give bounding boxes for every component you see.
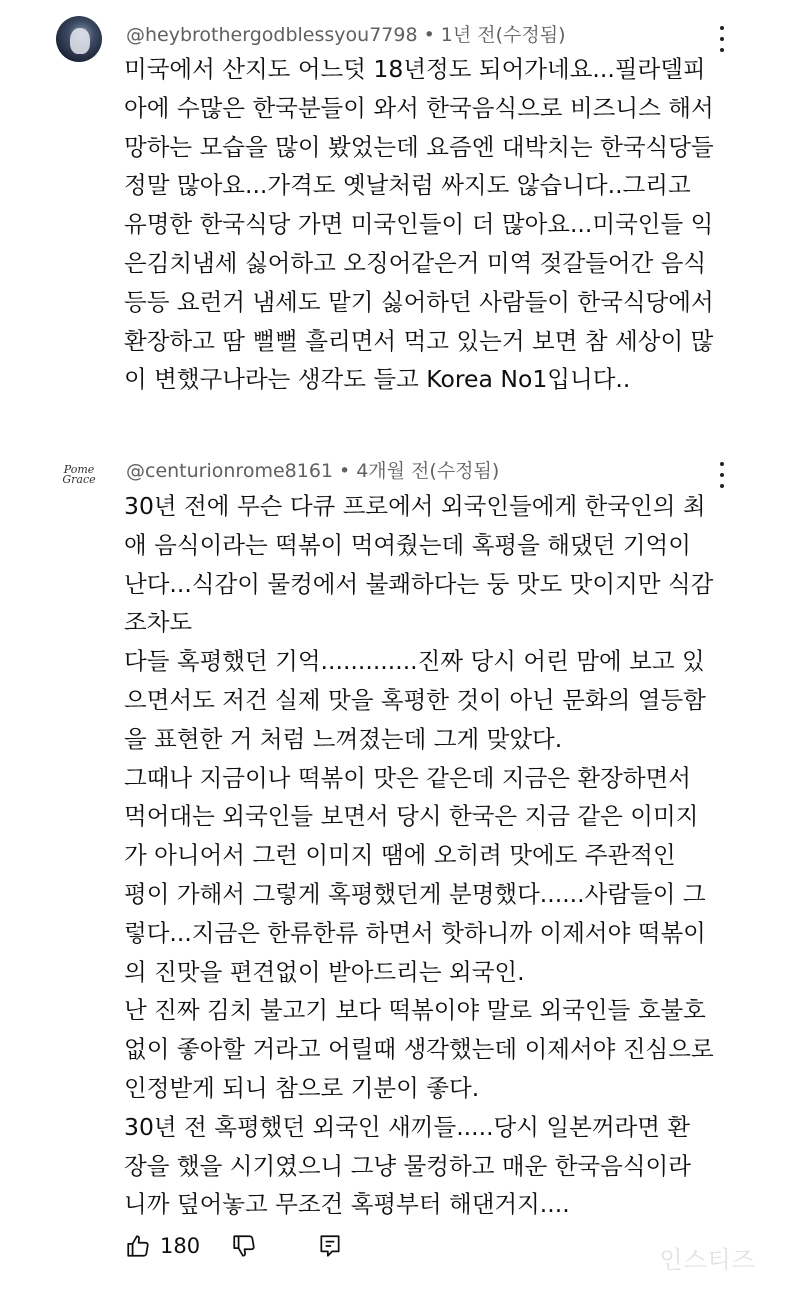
comment-line: 은김치냄세 싫어하고 오징어같은거 미역 젖갈들어간 음식 — [124, 248, 707, 277]
meta-separator: • — [423, 24, 435, 46]
comment-line: 아에 수많은 한국분들이 와서 한국음식으로 비즈니스 해서 — [124, 93, 714, 122]
comment-body — [124, 487, 744, 1224]
comment-line: 인정받게 되니 참으로 기분이 좋다. — [124, 1073, 480, 1102]
avatar[interactable] — [56, 452, 102, 498]
comment-actions — [124, 1228, 344, 1264]
comment-line: 30년 전에 무슨 다큐 프로에서 외국인들에게 한국인의 최 — [124, 492, 706, 520]
comment-time[interactable]: 1년 전(수정됨) — [440, 24, 566, 46]
comment-line: 애 음식이라는 떡볶이 먹여줬는데 혹평을 해댔던 기억이 — [124, 530, 691, 559]
comment-line: 을 표현한 거 처럼 느껴졌는데 그게 맞았다. — [124, 724, 563, 753]
comment-line: 유명한 한국식당 가면 미국인들이 더 많아요...미국인들 익 — [124, 210, 714, 239]
comment-line: 난다...식감이 물컹에서 불쾌하다는 둥 맛도 맛이지만 식감 — [124, 569, 714, 598]
more-vert-icon[interactable] — [714, 26, 730, 52]
comment-line: 난 진짜 김치 불고기 보다 떡볶이야 말로 외국인들 호불호 — [124, 996, 706, 1025]
meta-separator: • — [339, 460, 351, 482]
reply-icon[interactable] — [316, 1232, 344, 1260]
avatar-logo: Pome Grace — [62, 463, 96, 486]
comment-author[interactable]: @heybrothergodblessyou7798 — [126, 24, 418, 46]
like-count: 180 — [160, 1234, 201, 1258]
comment-body — [124, 50, 744, 399]
comment-line: 환장하고 땀 뻘뻘 흘리면서 먹고 있는거 보면 참 세상이 많 — [124, 326, 714, 355]
comment-line: 다들 혹평했던 기억.............진짜 당시 어린 맘에 보고 있 — [124, 647, 705, 676]
comment-meta — [126, 456, 499, 483]
comment-line: 니까 덮어놓고 무조건 혹평부터 해댄거지.... — [124, 1190, 570, 1219]
comment-line: 등등 요런거 냄세도 맡기 싫어하던 사람들이 한국식당에서 — [124, 287, 714, 316]
comment-line: 의 진맛을 편견없이 받아드리는 외국인. — [124, 957, 525, 986]
comment-line: 평이 가해서 그렇게 혹평했던게 분명했다......사람들이 그 — [124, 879, 706, 908]
comment-line: 망하는 모습을 많이 봤었는데 요즘엔 대박치는 한국식당들 — [124, 132, 714, 161]
comment-line: 정말 많아요...가격도 옛날처럼 싸지도 않습니다..그리고 — [124, 171, 691, 200]
comment-line: 30년 전 혹평했던 외국인 새끼들.....당시 일본꺼라면 환 — [124, 1112, 691, 1141]
avatar[interactable] — [56, 16, 102, 62]
comment-line: 으면서도 저건 실제 맛을 혹평한 것이 아닌 문화의 열등함 — [124, 685, 706, 714]
thumbs-up-icon[interactable] — [124, 1232, 152, 1260]
site-watermark: 인스티즈 — [659, 1246, 756, 1274]
comment-time[interactable]: 4개월 전(수정됨) — [356, 460, 500, 482]
comment-author[interactable]: @centurionrome8161 — [126, 460, 333, 482]
avatar-figure — [70, 28, 90, 54]
comment-line: 먹어대는 외국인들 보면서 당시 한국은 지금 같은 이미지 — [124, 802, 699, 831]
comment-line: 그때나 지금이나 떡볶이 맛은 같은데 지금은 환장하면서 — [124, 763, 691, 792]
comment-line: 이 변했구나라는 생각도 들고 Korea No1입니다.. — [124, 365, 631, 394]
more-vert-icon[interactable] — [714, 462, 730, 488]
comment-line: 조차도 — [124, 608, 193, 637]
thumbs-down-icon[interactable] — [230, 1232, 258, 1260]
comment-line: 렇다...지금은 한류한류 하면서 핫하니까 이제서야 떡볶이 — [124, 918, 706, 947]
comment-meta — [126, 20, 566, 47]
comment-line: 없이 좋아할 거라고 어릴때 생각했는데 이제서야 진심으로 — [124, 1035, 714, 1064]
comment-line: 가 아니어서 그런 이미지 땜에 오히려 맛에도 주관적인 — [124, 841, 676, 870]
comment-line: 장을 했을 시기였으니 그냥 물컹하고 매운 한국음식이라 — [124, 1151, 691, 1180]
comment-line: 미국에서 산지도 어느덧 18년정도 되어가네요...필라델피 — [124, 55, 706, 83]
